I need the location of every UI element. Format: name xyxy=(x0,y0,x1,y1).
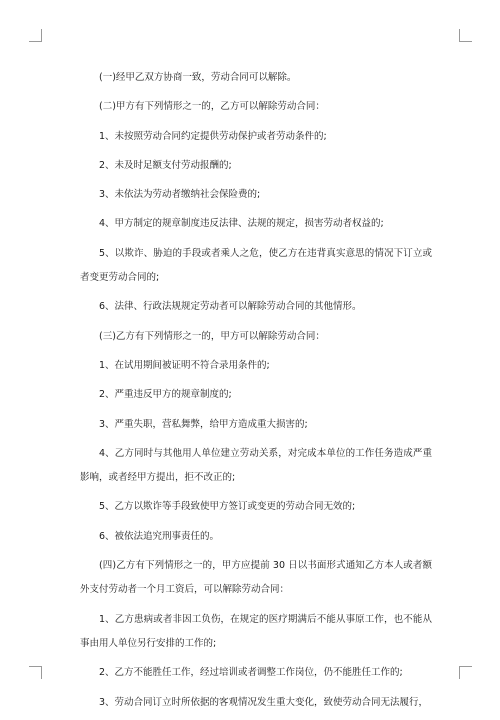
crop-mark-bottom-left xyxy=(29,666,42,679)
paragraph-section-4-heading: (四)乙方有下列情形之一的，甲方应提前 30 日以书面形式通知乙方本人或者额外支付劳动者一个月工资后，可以解除劳动合同： xyxy=(80,560,432,596)
paragraph-item: 5、以欺诈、胁迫的手段或者乘人之危，使乙方在违背真实意思的情况下订立或者变更劳动合同的; xyxy=(80,247,432,284)
paragraph-item: 6、被依法追究刑事责任的。 xyxy=(99,530,220,542)
crop-mark-top-left xyxy=(29,29,42,42)
paragraph-item: 4、乙方同时与其他用人单位建立劳动关系，对完成本单位的工作任务造成严重影响，或者经甲方提出，拒不改正的; xyxy=(80,447,432,484)
paragraph-item: 5、乙方以欺诈等手段致使甲方签订或变更的劳动合同无效的; xyxy=(99,501,356,513)
paragraph-item: 1、未按照劳动合同约定提供劳动保护或者劳动条件的; xyxy=(99,130,327,142)
crop-mark-top-right xyxy=(459,29,472,42)
paragraph-item: 6、法律、行政法规规定劳动者可以解除劳动合同的其他情形。 xyxy=(99,301,362,313)
paragraph-item: 3、劳动合同订立时所依据的客观情况发生重大变化，致使劳动合同无法履行， xyxy=(99,696,429,708)
document-page xyxy=(80,66,432,720)
paragraph-item: 3、未依法为劳动者缴纳社会保险费的; xyxy=(99,189,261,201)
paragraph-section-2-heading: (二)甲方有下列情形之一的，乙方可以解除劳动合同： xyxy=(99,101,325,113)
paragraph-mutual-termination: (一)经甲乙双方协商一致，劳动合同可以解除。 xyxy=(99,72,297,83)
paragraph-item: 2、乙方不能胜任工作，经过培训或者调整工作岗位，仍不能胜任工作的; xyxy=(99,667,403,679)
paragraph-item: 3、严重失职，营私舞弊，给甲方造成重大损害的; xyxy=(99,418,308,430)
paragraph-item: 1、在试用期间被证明不符合录用条件的; xyxy=(99,359,270,371)
paragraph-item: 4、甲方制定的规章制度违反法律、法规的规定，损害劳动者权益的; xyxy=(99,218,384,230)
paragraph-section-3-heading: (三)乙方有下列情形之一的，甲方可以解除劳动合同： xyxy=(99,330,325,342)
paragraph-item: 1、乙方患病或者非因工负伤，在规定的医疗期满后不能从事原工作，也不能从事由用人单位另行安排的工作的; xyxy=(80,613,432,649)
paragraph-item: 2、严重违反甲方的规章制度的; xyxy=(99,389,232,401)
paragraph-item: 2、未及时足额支付劳动报酬的; xyxy=(99,159,232,171)
crop-mark-bottom-right xyxy=(459,666,472,679)
